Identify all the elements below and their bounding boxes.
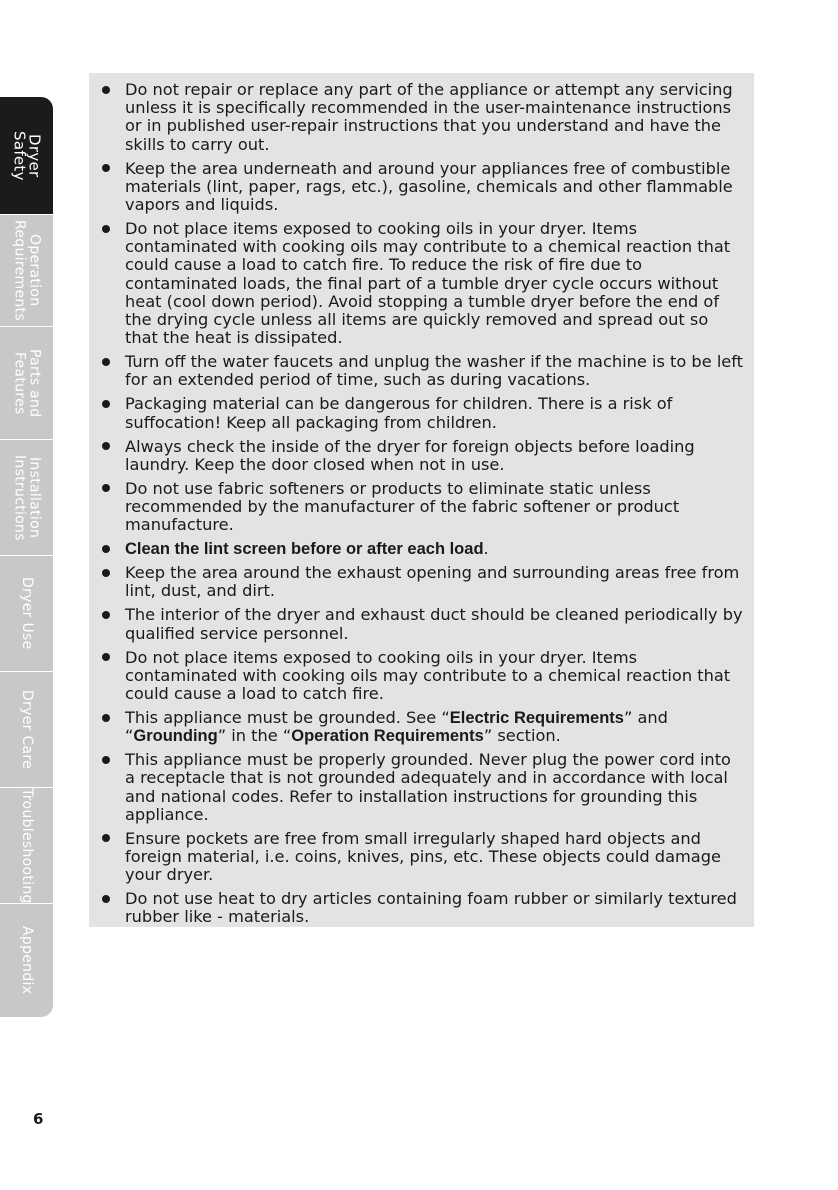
item-text: Ensure pockets are free from small irregularly shaped hard objects and foreign material, i.e. coins, knives, pins, etc. These objects could damage your dryer.	[125, 828, 721, 885]
tab-label: Troubleshooting	[19, 787, 35, 904]
bullet-icon	[102, 569, 110, 577]
item-text: Keep the area around the exhaust opening and surrounding areas free from lint, dust, and dirt.	[125, 563, 740, 601]
safety-instructions-panel	[89, 73, 754, 927]
bullet-icon	[102, 400, 110, 408]
tab-label: Dryer Care	[19, 689, 35, 770]
list-item	[98, 353, 744, 389]
bullet-icon	[102, 714, 110, 722]
grounding-ref: Grounding	[133, 727, 218, 746]
tab-operation-requirements[interactable]	[0, 214, 53, 326]
bullet-icon	[102, 484, 110, 492]
list-item	[98, 480, 744, 535]
bullet-icon	[102, 442, 110, 450]
tab-label: Dryer Safety	[10, 130, 44, 181]
list-item	[98, 81, 744, 154]
item-text: Always check the inside of the dryer for foreign objects before loading laundry. Keep the door closed when not in use.	[125, 436, 695, 474]
lint-screen-emphasis: Clean the lint screen before or after each load	[125, 540, 484, 559]
bullet-icon	[102, 86, 110, 94]
bullet-icon	[102, 545, 110, 553]
list-item	[98, 649, 744, 704]
item-text: Do not use heat to dry articles containing foam rubber or similarly textured rubber like - materials.	[125, 889, 737, 927]
list-item	[98, 751, 744, 824]
item-text: Keep the area underneath and around your appliances free of combustible materials (lint, paper, rags, etc.), gasoline, chemicals and other flammable vapors and liquids.	[125, 158, 733, 215]
list-item	[98, 606, 744, 642]
item-text: Do not use fabric softeners or products to eliminate static unless recommended by the manufacturer of the fabric softener or product manufacture.	[125, 478, 680, 535]
tab-dryer-use[interactable]	[0, 555, 53, 671]
list-item	[98, 564, 744, 600]
tab-label: Dryer Use	[19, 577, 35, 650]
tab-label: Parts and Features	[11, 348, 43, 418]
tab-appendix[interactable]	[0, 903, 53, 1017]
section-side-nav	[0, 97, 53, 1017]
electric-requirements-ref: Electric Requirements	[449, 709, 624, 728]
tab-parts-and-features[interactable]	[0, 326, 53, 439]
safety-bullet-list	[98, 81, 744, 927]
bullet-icon	[102, 653, 110, 661]
bullet-icon	[102, 164, 110, 172]
item-text-suffix: .	[483, 539, 489, 559]
list-item	[98, 540, 744, 558]
item-text: This appliance must be properly grounded. Never plug the power cord into a receptacle that is not grounded adequately and in accordance with local and national codes. Refer to installation instructions for grounding this appliance.	[125, 750, 731, 824]
bullet-icon	[102, 895, 110, 903]
item-text: ” in the “	[217, 726, 292, 746]
list-item	[98, 220, 744, 347]
tab-installation-instructions[interactable]	[0, 439, 53, 555]
item-text: Turn off the water faucets and unplug the washer if the machine is to be left for an extended period of time, such as during vacations.	[125, 352, 744, 390]
page-number: 6	[33, 1110, 44, 1128]
tab-label: Installation Instructions	[11, 454, 43, 541]
item-text: This appliance must be grounded. See “	[125, 708, 450, 728]
bullet-icon	[102, 756, 110, 764]
item-text: ” section.	[483, 726, 561, 746]
list-item	[98, 395, 744, 431]
tab-label: Operation Requirements	[11, 220, 43, 321]
item-text: Do not repair or replace any part of the appliance or attempt any servicing unless it is specifically recommended in the user-maintenance instructions or in published user-repair instructions that you understand and have the skills to carry out.	[125, 80, 733, 154]
list-item	[98, 830, 744, 885]
list-item	[98, 709, 744, 745]
item-text: Do not place items exposed to cooking oils in your dryer. Items contaminated with cooking oils may contribute to a chemical reaction that could cause a load to catch fire.	[125, 647, 731, 704]
list-item	[98, 438, 744, 474]
tab-troubleshooting[interactable]	[0, 787, 53, 903]
item-text: ” and “	[125, 708, 668, 746]
tab-label: Appendix	[19, 926, 35, 995]
bullet-icon	[102, 358, 110, 366]
item-text: The interior of the dryer and exhaust duct should be cleaned periodically by qualified service personnel.	[125, 605, 743, 643]
item-text: Packaging material can be dangerous for children. There is a risk of suffocation! Keep all packaging from children.	[125, 394, 673, 432]
list-item	[98, 160, 744, 215]
tab-dryer-safety[interactable]	[0, 97, 53, 214]
bullet-icon	[102, 834, 110, 842]
item-text: Do not place items exposed to cooking oils in your dryer. Items contaminated with cooking oils may contribute to a chemical reaction that could cause a load to catch fire. To reduce the risk of fire due to contaminated loads, the final part of a tumble dryer cycle occurs without heat (cool down period). Avoid stopping a tumble dryer before the end of the drying cycle unless all items are quickly removed and spread out so that the heat is dissipated.	[125, 219, 731, 348]
bullet-icon	[102, 611, 110, 619]
list-item	[98, 890, 744, 926]
tab-dryer-care[interactable]	[0, 671, 53, 787]
bullet-icon	[102, 225, 110, 233]
operation-requirements-ref: Operation Requirements	[291, 727, 484, 746]
